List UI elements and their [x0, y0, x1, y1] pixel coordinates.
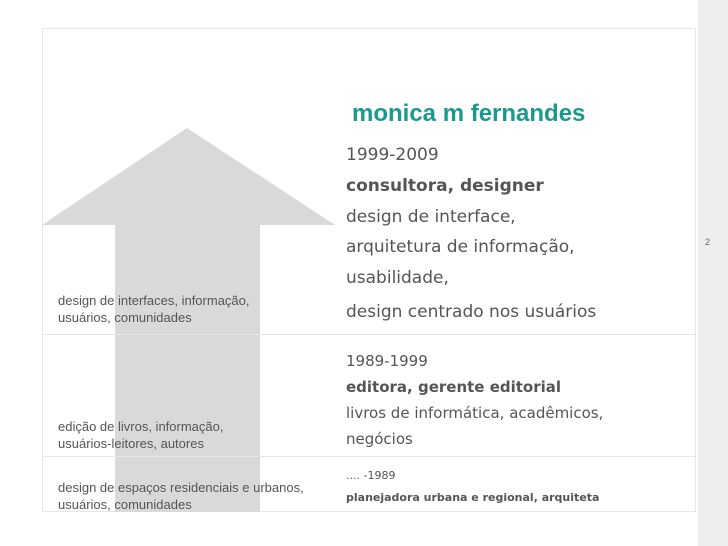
mid-left-label-line-1: edição de livros, informação, — [58, 419, 224, 434]
mid-left-label-line-2: usuários-leitores, autores — [58, 436, 204, 451]
mid-line-2: negócios — [346, 430, 413, 448]
top-left-label — [58, 292, 250, 326]
top-line-3: usabilidade, — [346, 268, 449, 288]
top-role: consultora, designer — [346, 176, 544, 196]
mid-line-1: livros de informática, acadêmicos, — [346, 404, 604, 422]
bottom-left-label-line-1: design de espaços residenciais e urbanos, — [58, 480, 304, 495]
divider-bottom — [42, 456, 696, 457]
mid-years: 1989-1999 — [346, 352, 428, 370]
top-left-label-line-1: design de interfaces, informação, — [58, 293, 250, 308]
up-arrow-icon — [0, 0, 340, 546]
bottom-years: .... -1989 — [346, 469, 396, 482]
top-years: 1999-2009 — [346, 145, 439, 165]
bottom-left-label — [58, 479, 304, 513]
side-bar — [698, 0, 728, 546]
page-number: 2 — [705, 237, 711, 247]
top-left-label-line-2: usuários, comunidades — [58, 310, 192, 325]
mid-role: editora, gerente editorial — [346, 378, 562, 396]
top-line-1: design de interface, — [346, 207, 516, 227]
bottom-role: planejadora urbana e regional, arquiteta — [346, 491, 600, 504]
divider-top — [42, 334, 696, 335]
top-line-4: design centrado nos usuários — [346, 302, 597, 322]
top-line-2: arquitetura de informação, — [346, 237, 575, 257]
author-name: monica m fernandes — [352, 100, 586, 127]
bottom-left-label-line-2: usuários, comunidades — [58, 497, 192, 512]
mid-left-label — [58, 418, 223, 452]
